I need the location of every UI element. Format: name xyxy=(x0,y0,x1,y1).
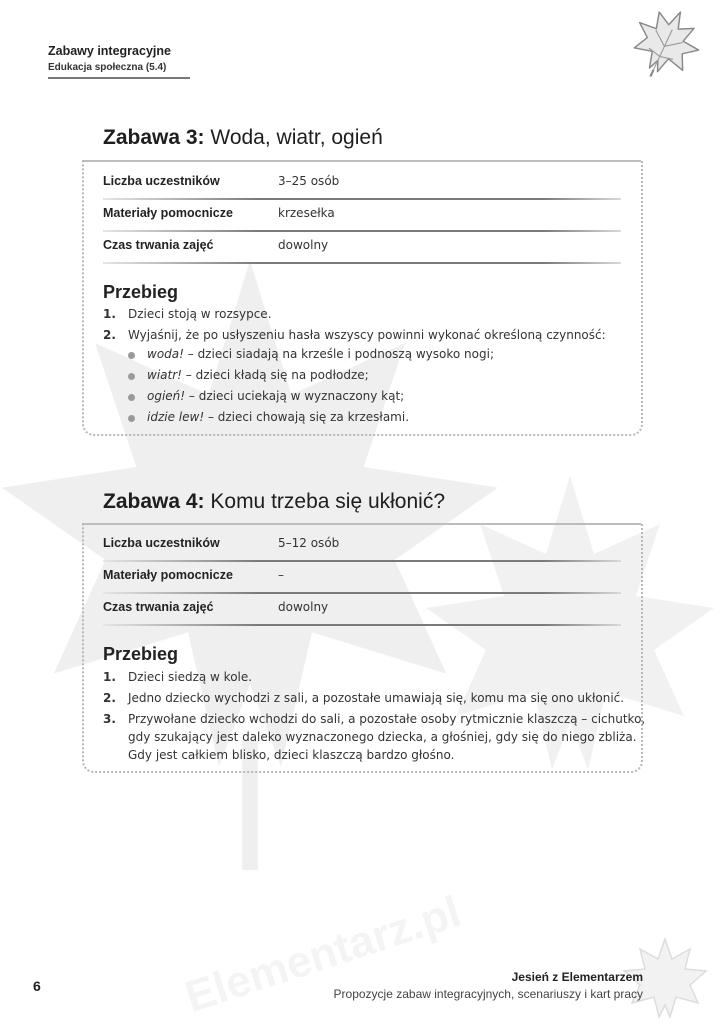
info-row xyxy=(103,530,621,562)
header-subtitle: Edukacja społeczna (5.4) xyxy=(48,62,167,73)
bullet-icon xyxy=(128,415,135,422)
footer-title: Jesień z Elementarzem xyxy=(511,970,643,984)
section-title: Zabawa 4: Komu trzeba się ukłonić? xyxy=(103,490,446,513)
bullet-icon xyxy=(128,373,135,380)
info-value: 5–12 osób xyxy=(278,536,340,550)
row-divider xyxy=(103,624,621,626)
info-label: Liczba uczestników xyxy=(103,536,220,550)
info-label: Liczba uczestników xyxy=(103,174,220,188)
info-value: krzesełka xyxy=(278,206,335,220)
watermark-text xyxy=(179,887,467,1023)
przebieg-heading: Przebieg xyxy=(103,644,179,664)
maple-leaf-icon xyxy=(629,6,703,80)
info-row xyxy=(103,562,621,594)
przebieg-heading: Przebieg xyxy=(103,282,179,302)
info-row xyxy=(103,232,621,264)
info-label: Czas trwania zajęć xyxy=(103,238,214,252)
section-title: Zabawa 3: Woda, wiatr, ogień xyxy=(103,126,383,149)
header-title: Zabawy integracyjne xyxy=(48,44,171,58)
bullet-icon xyxy=(128,352,135,359)
info-row xyxy=(103,200,621,232)
info-row xyxy=(103,594,621,626)
info-label: Czas trwania zajęć xyxy=(103,600,214,614)
bullet-icon xyxy=(128,394,135,401)
info-row xyxy=(103,168,621,200)
info-value: dowolny xyxy=(278,600,329,614)
header-underline xyxy=(48,77,190,79)
info-value: 3–25 osób xyxy=(278,174,340,188)
info-value: dowolny xyxy=(278,238,329,252)
row-divider xyxy=(103,262,621,264)
info-label: Materiały pomocnicze xyxy=(103,568,233,582)
page-number: 6 xyxy=(33,978,41,994)
footer-subtitle: Propozycje zabaw integracyjnych, scenariuszy i kart pracy xyxy=(333,987,643,1001)
info-label: Materiały pomocnicze xyxy=(103,206,233,220)
info-value: – xyxy=(278,568,284,582)
